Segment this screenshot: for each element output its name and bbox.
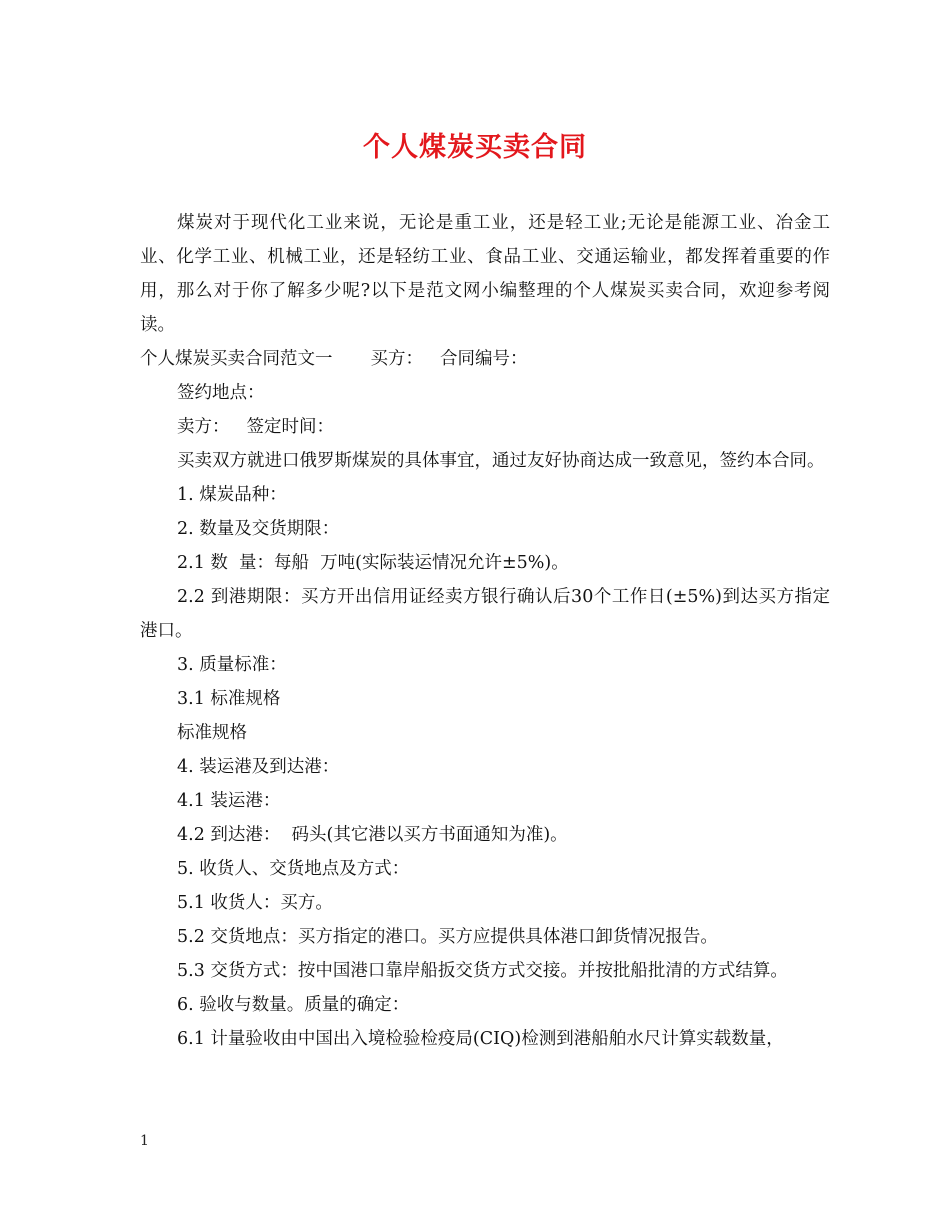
clause-line: 5.2 交货地点：买方指定的港口。买方应提供具体港口卸货情况报告。 — [177, 927, 718, 947]
page-number: 1 — [140, 1133, 149, 1149]
clause-line: 6.1 计量验收由中国出入境检验检疫局(CIQ)检测到港船舶水尺计算实载数量， — [177, 1029, 784, 1049]
sign-place-line: 签约地点： — [177, 383, 265, 403]
seller-label: 卖方： — [177, 417, 230, 437]
clause-line: 2.2 到港期限：买方开出信用证经卖方银行确认后30个工作日(±5%)到达买方指定港口。 — [140, 587, 830, 641]
clause-line: 标准规格 — [177, 723, 247, 743]
clause-line: 6. 验收与数量。质量的确定： — [177, 995, 410, 1015]
sign-date-label: 签定时间： — [246, 417, 334, 437]
document-title: 个人煤炭买卖合同 — [363, 132, 587, 163]
clause-line: 4.2 到达港： 码头(其它港以买方书面通知为准)。 — [177, 825, 568, 845]
clause-line: 2.1 数 量：每船 万吨(实际装运情况允许±5%)。 — [177, 553, 569, 573]
heading-line — [140, 342, 830, 376]
seller-line — [140, 410, 830, 444]
document-body — [140, 206, 830, 1056]
contract-number-label: 合同编号： — [440, 349, 528, 369]
preamble-paragraph: 买卖双方就进口俄罗斯煤炭的具体事宜，通过友好协商达成一致意见，签约本合同。 — [177, 451, 825, 471]
clause-line: 1. 煤炭品种： — [177, 485, 287, 505]
buyer-label: 买方： — [370, 349, 423, 369]
clause-line: 5. 收货人、交货地点及方式： — [177, 859, 410, 879]
contract-heading: 个人煤炭买卖合同范文一 — [140, 349, 333, 369]
clause-line: 4.1 装运港： — [177, 791, 281, 811]
clause-line: 3. 质量标准： — [177, 655, 287, 675]
intro-paragraph: 煤炭对于现代化工业来说，无论是重工业，还是轻工业;无论是能源工业、冶金工业、化学工业、机械工业，还是轻纺工业、食品工业、交通运输业，都发挥着重要的作用，那么对于你了解多少呢?以下是范文网小编整理的个人煤炭买卖合同，欢迎参考阅读。 — [140, 213, 830, 335]
clause-line: 2. 数量及交货期限： — [177, 519, 340, 539]
clause-line: 5.3 交货方式：按中国港口靠岸船扳交货方式交接。并按批船批清的方式结算。 — [177, 961, 788, 981]
clause-line: 5.1 收货人：买方。 — [177, 893, 333, 913]
clause-line: 4. 装运港及到达港： — [177, 757, 340, 777]
clause-line: 3.1 标准规格 — [177, 689, 281, 709]
